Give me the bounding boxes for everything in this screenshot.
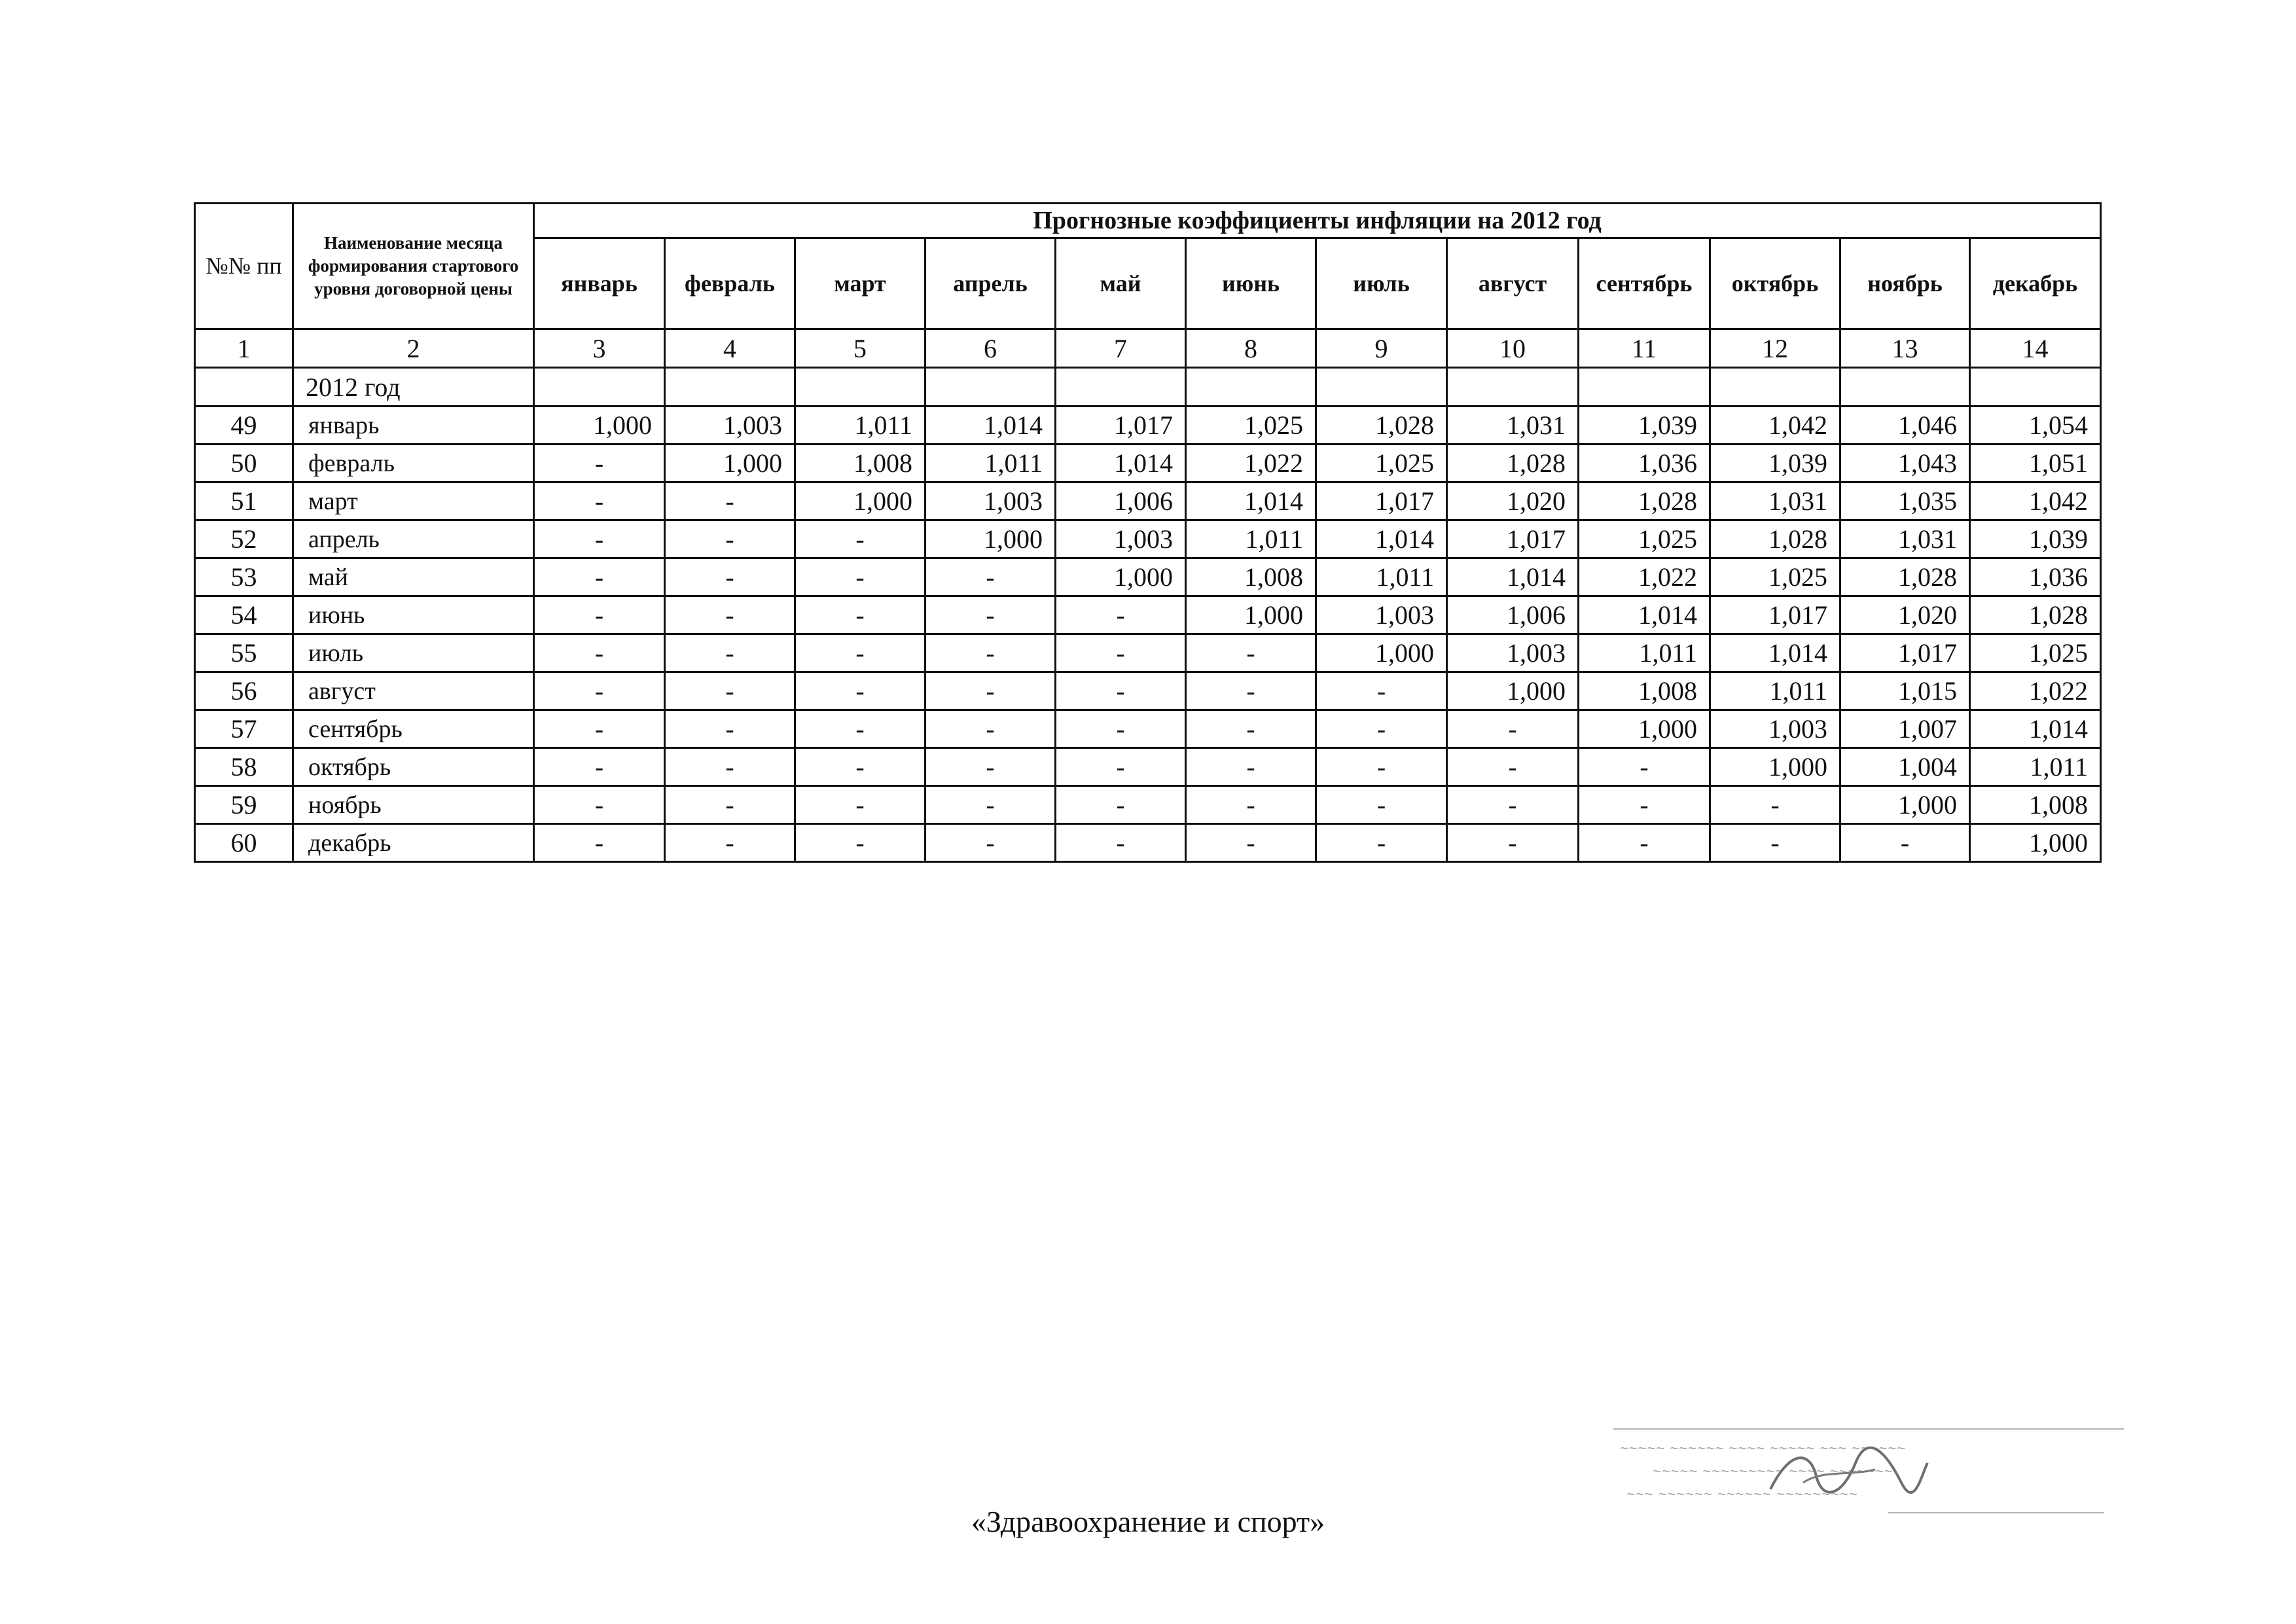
column-number-cell: 3: [534, 329, 665, 368]
coefficient-cell: -: [1186, 824, 1316, 862]
coefficient-cell: -: [795, 558, 925, 596]
column-number-cell: 1: [195, 329, 293, 368]
coefficient-cell: 1,014: [1579, 596, 1710, 634]
coefficient-cell: -: [665, 558, 795, 596]
header-month-2: февраль: [665, 238, 795, 329]
row-number-cell: 51: [195, 482, 293, 520]
table-row: [195, 672, 2101, 710]
row-month-cell: сентябрь: [293, 710, 534, 748]
coefficient-cell: 1,000: [1840, 786, 1970, 824]
coefficient-cell: -: [534, 748, 665, 786]
table-row: [195, 748, 2101, 786]
coefficient-cell: -: [795, 710, 925, 748]
coefficient-cell: -: [1056, 710, 1186, 748]
coefficient-cell: 1,039: [1710, 444, 1840, 482]
table-row: [195, 520, 2101, 558]
coefficient-cell: 1,011: [1579, 634, 1710, 672]
coefficient-cell: 1,051: [1970, 444, 2101, 482]
coefficient-cell: 1,022: [1579, 558, 1710, 596]
header-month-10: октябрь: [1710, 238, 1840, 329]
coefficient-cell: 1,017: [1056, 406, 1186, 444]
coefficient-cell: -: [534, 672, 665, 710]
coefficient-cell: -: [1056, 824, 1186, 862]
table-row: [195, 558, 2101, 596]
coefficient-cell: -: [534, 634, 665, 672]
coefficient-cell: -: [1579, 786, 1710, 824]
coefficient-cell: 1,031: [1710, 482, 1840, 520]
coefficient-cell: -: [925, 748, 1056, 786]
coefficient-cell: -: [1056, 596, 1186, 634]
coefficient-cell: -: [665, 482, 795, 520]
coefficient-cell: -: [665, 748, 795, 786]
header-month-7: июль: [1316, 238, 1447, 329]
coefficient-cell: 1,031: [1447, 406, 1579, 444]
row-month-cell: май: [293, 558, 534, 596]
coefficient-cell: -: [795, 596, 925, 634]
year-row-empty-cell: [195, 368, 293, 406]
coefficient-cell: 1,042: [1710, 406, 1840, 444]
row-number-cell: 57: [195, 710, 293, 748]
table-row: [195, 710, 2101, 748]
coefficient-cell: -: [795, 520, 925, 558]
row-month-cell: июль: [293, 634, 534, 672]
table-row: [195, 786, 2101, 824]
coefficient-cell: -: [1710, 786, 1840, 824]
row-number-cell: 54: [195, 596, 293, 634]
coefficient-cell: 1,014: [1710, 634, 1840, 672]
coefficient-cell: -: [1447, 710, 1579, 748]
coefficient-cell: -: [534, 520, 665, 558]
coefficient-cell: -: [1316, 748, 1447, 786]
coefficient-cell: -: [665, 824, 795, 862]
year-row: [195, 368, 2101, 406]
coefficient-cell: -: [1186, 786, 1316, 824]
header-month-1: январь: [534, 238, 665, 329]
column-number-cell: 4: [665, 329, 795, 368]
coefficient-cell: 1,006: [1447, 596, 1579, 634]
coefficient-cell: 1,011: [795, 406, 925, 444]
row-number-cell: 53: [195, 558, 293, 596]
row-month-cell: январь: [293, 406, 534, 444]
coefficient-cell: -: [534, 710, 665, 748]
coefficient-cell: 1,022: [1186, 444, 1316, 482]
coefficient-cell: -: [534, 482, 665, 520]
coefficient-cell: 1,004: [1840, 748, 1970, 786]
column-number-cell: 7: [1056, 329, 1186, 368]
coefficient-cell: 1,022: [1970, 672, 2101, 710]
header-month-5: май: [1056, 238, 1186, 329]
column-number-cell: 2: [293, 329, 534, 368]
coefficient-cell: -: [1186, 710, 1316, 748]
coefficient-cell: -: [1056, 748, 1186, 786]
coefficient-cell: 1,011: [1710, 672, 1840, 710]
column-number-cell: 9: [1316, 329, 1447, 368]
coefficient-cell: -: [1447, 824, 1579, 862]
coefficient-cell: 1,003: [1710, 710, 1840, 748]
coefficient-cell: -: [925, 672, 1056, 710]
table-row: [195, 596, 2101, 634]
coefficient-cell: 1,000: [1316, 634, 1447, 672]
coefficient-cell: 1,025: [1579, 520, 1710, 558]
coefficient-cell: -: [925, 634, 1056, 672]
row-number-cell: 49: [195, 406, 293, 444]
coefficient-cell: 1,017: [1447, 520, 1579, 558]
coefficient-cell: -: [1056, 672, 1186, 710]
coefficient-cell: 1,006: [1056, 482, 1186, 520]
coefficient-cell: -: [665, 672, 795, 710]
coefficient-cell: 1,000: [1447, 672, 1579, 710]
coefficient-cell: 1,000: [1579, 710, 1710, 748]
coefficient-cell: 1,000: [665, 444, 795, 482]
coefficient-cell: 1,025: [1710, 558, 1840, 596]
certification-stamp: ~~~~~ ~~~~~~ ~~~~ ~~~~~ ~~~ ~~~~~~ ~~~~~ ~~~~~~~~~ ~~~~ ~~~~~~~ ~~~ ~~~~~~ ~~~~~~ ~~~~~~~~~: [1613, 1414, 2166, 1525]
table-row: [195, 406, 2101, 444]
coefficient-cell: 1,017: [1710, 596, 1840, 634]
coefficient-cell: -: [1710, 824, 1840, 862]
row-month-cell: октябрь: [293, 748, 534, 786]
coefficient-cell: 1,003: [1447, 634, 1579, 672]
coefficient-cell: -: [1447, 748, 1579, 786]
row-month-cell: февраль: [293, 444, 534, 482]
column-number-cell: 11: [1579, 329, 1710, 368]
coefficient-cell: -: [534, 558, 665, 596]
row-number-cell: 52: [195, 520, 293, 558]
table-row: [195, 824, 2101, 862]
coefficient-cell: 1,014: [1056, 444, 1186, 482]
row-month-cell: декабрь: [293, 824, 534, 862]
coefficient-cell: -: [534, 444, 665, 482]
coefficient-cell: 1,046: [1840, 406, 1970, 444]
column-number-cell: 10: [1447, 329, 1579, 368]
header-month-12: декабрь: [1970, 238, 2101, 329]
row-month-cell: август: [293, 672, 534, 710]
coefficient-cell: 1,003: [1316, 596, 1447, 634]
table-body: [195, 329, 2101, 862]
coefficient-cell: 1,039: [1970, 520, 2101, 558]
coefficient-cell: 1,020: [1447, 482, 1579, 520]
coefficient-cell: -: [1056, 786, 1186, 824]
header-number: №№ пп: [195, 204, 293, 329]
coefficient-cell: 1,008: [795, 444, 925, 482]
coefficient-cell: 1,000: [795, 482, 925, 520]
coefficient-cell: 1,028: [1970, 596, 2101, 634]
coefficient-cell: 1,028: [1710, 520, 1840, 558]
coefficient-cell: 1,011: [925, 444, 1056, 482]
coefficient-cell: 1,042: [1970, 482, 2101, 520]
coefficient-cell: -: [795, 748, 925, 786]
coefficient-cell: -: [795, 634, 925, 672]
coefficient-cell: 1,036: [1579, 444, 1710, 482]
coefficient-cell: -: [1186, 634, 1316, 672]
coefficient-cell: 1,000: [1056, 558, 1186, 596]
header-month-4: апрель: [925, 238, 1056, 329]
row-month-cell: апрель: [293, 520, 534, 558]
coefficient-cell: 1,036: [1970, 558, 2101, 596]
coefficient-cell: 1,000: [534, 406, 665, 444]
coefficient-cell: 1,008: [1970, 786, 2101, 824]
coefficient-cell: -: [925, 596, 1056, 634]
coefficient-cell: 1,028: [1840, 558, 1970, 596]
row-month-cell: март: [293, 482, 534, 520]
coefficient-cell: -: [665, 710, 795, 748]
coefficient-cell: 1,011: [1316, 558, 1447, 596]
row-number-cell: 56: [195, 672, 293, 710]
coefficient-cell: 1,028: [1579, 482, 1710, 520]
coefficient-cell: 1,007: [1840, 710, 1970, 748]
column-number-cell: 14: [1970, 329, 2101, 368]
coefficient-cell: 1,017: [1316, 482, 1447, 520]
row-number-cell: 60: [195, 824, 293, 862]
coefficient-cell: 1,054: [1970, 406, 2101, 444]
coefficient-cell: -: [1316, 672, 1447, 710]
coefficient-cell: -: [1840, 824, 1970, 862]
column-number-cell: 5: [795, 329, 925, 368]
coefficient-cell: -: [1056, 634, 1186, 672]
coefficient-cell: -: [795, 824, 925, 862]
coefficient-cell: 1,028: [1447, 444, 1579, 482]
coefficient-cell: 1,028: [1316, 406, 1447, 444]
column-number-cell: 8: [1186, 329, 1316, 368]
coefficient-cell: 1,025: [1316, 444, 1447, 482]
coefficient-cell: 1,014: [925, 406, 1056, 444]
coefficient-cell: 1,011: [1186, 520, 1316, 558]
signature-mark: [1764, 1437, 1934, 1509]
coefficient-cell: 1,035: [1840, 482, 1970, 520]
coefficient-cell: 1,011: [1970, 748, 2101, 786]
coefficient-cell: 1,003: [1056, 520, 1186, 558]
coefficient-cell: 1,014: [1316, 520, 1447, 558]
row-number-cell: 59: [195, 786, 293, 824]
coefficient-cell: -: [534, 824, 665, 862]
coefficient-cell: 1,020: [1840, 596, 1970, 634]
coefficient-cell: -: [1447, 786, 1579, 824]
footer-caption: «Здравоохранение и спорт»: [971, 1505, 1325, 1538]
column-number-cell: 6: [925, 329, 1056, 368]
inflation-coefficients-table: [194, 202, 2102, 863]
year-label: 2012 год: [293, 368, 534, 406]
header-month-name: Наименование месяца формирования стартового уровня договорной цены: [293, 204, 534, 329]
coefficient-cell: -: [925, 824, 1056, 862]
coefficient-cell: -: [1186, 748, 1316, 786]
coefficient-cell: 1,014: [1447, 558, 1579, 596]
coefficient-cell: 1,000: [1710, 748, 1840, 786]
coefficient-cell: -: [925, 558, 1056, 596]
header-month-8: август: [1447, 238, 1579, 329]
coefficient-cell: -: [1579, 824, 1710, 862]
coefficient-cell: 1,008: [1579, 672, 1710, 710]
column-number-cell: 12: [1710, 329, 1840, 368]
coefficient-cell: -: [665, 520, 795, 558]
coefficient-cell: -: [1579, 748, 1710, 786]
coefficient-cell: -: [665, 634, 795, 672]
coefficient-cell: 1,031: [1840, 520, 1970, 558]
coefficient-cell: -: [1186, 672, 1316, 710]
coefficient-cell: 1,000: [1970, 824, 2101, 862]
row-month-cell: ноябрь: [293, 786, 534, 824]
header-month-6: июнь: [1186, 238, 1316, 329]
coefficient-cell: 1,039: [1579, 406, 1710, 444]
header-forecast-group: Прогнозные коэффициенты инфляции на 2012 год: [534, 204, 2101, 238]
table-row: [195, 482, 2101, 520]
coefficient-cell: 1,014: [1186, 482, 1316, 520]
coefficient-cell: -: [925, 710, 1056, 748]
coefficient-cell: -: [795, 672, 925, 710]
coefficient-cell: 1,015: [1840, 672, 1970, 710]
coefficient-cell: 1,017: [1840, 634, 1970, 672]
table-row: [195, 634, 2101, 672]
header-month-3: март: [795, 238, 925, 329]
row-number-cell: 58: [195, 748, 293, 786]
coefficient-cell: 1,000: [925, 520, 1056, 558]
coefficient-cell: -: [1316, 710, 1447, 748]
header-month-11: ноябрь: [1840, 238, 1970, 329]
coefficient-cell: 1,025: [1970, 634, 2101, 672]
coefficient-cell: -: [795, 786, 925, 824]
column-number-row: [195, 329, 2101, 368]
coefficient-cell: -: [1316, 824, 1447, 862]
row-number-cell: 55: [195, 634, 293, 672]
header-month-9: сентябрь: [1579, 238, 1710, 329]
coefficient-cell: 1,000: [1186, 596, 1316, 634]
coefficient-cell: 1,003: [665, 406, 795, 444]
coefficient-cell: -: [925, 786, 1056, 824]
row-month-cell: июнь: [293, 596, 534, 634]
coefficient-cell: -: [665, 596, 795, 634]
coefficient-cell: -: [534, 786, 665, 824]
coefficient-cell: -: [534, 596, 665, 634]
coefficient-cell: -: [665, 786, 795, 824]
table-row: [195, 444, 2101, 482]
row-number-cell: 50: [195, 444, 293, 482]
coefficient-cell: 1,008: [1186, 558, 1316, 596]
coefficient-cell: 1,043: [1840, 444, 1970, 482]
coefficient-cell: 1,003: [925, 482, 1056, 520]
column-number-cell: 13: [1840, 329, 1970, 368]
coefficient-cell: 1,014: [1970, 710, 2101, 748]
coefficient-cell: 1,025: [1186, 406, 1316, 444]
coefficient-cell: -: [1316, 786, 1447, 824]
